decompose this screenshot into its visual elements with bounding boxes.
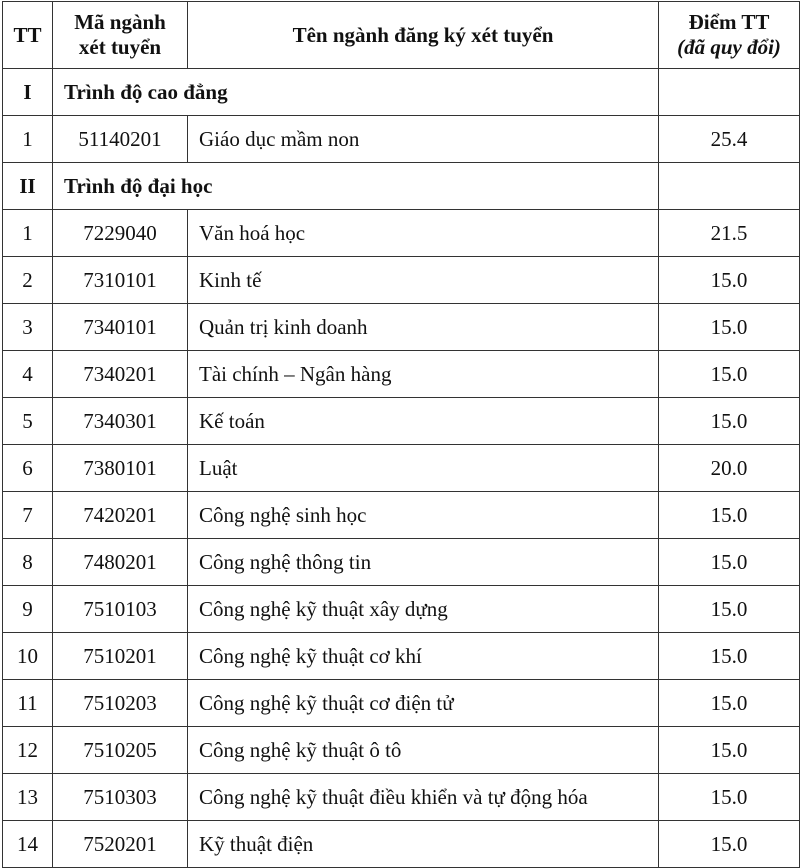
major-code: 7340201 (53, 351, 188, 398)
score-value: 15.0 (659, 304, 800, 351)
score-value: 15.0 (659, 539, 800, 586)
major-name: Tài chính – Ngân hàng (188, 351, 659, 398)
row-number: 14 (3, 821, 53, 868)
major-name: Công nghệ kỹ thuật cơ khí (188, 633, 659, 680)
row-number: 2 (3, 257, 53, 304)
row-number: 3 (3, 304, 53, 351)
major-code: 51140201 (53, 116, 188, 163)
score-value: 15.0 (659, 398, 800, 445)
table-row (3, 351, 800, 398)
table-row (3, 210, 800, 257)
score-value: 15.0 (659, 492, 800, 539)
table-row (3, 633, 800, 680)
table-row (3, 680, 800, 727)
table-row (3, 727, 800, 774)
row-number: 5 (3, 398, 53, 445)
table-row (3, 398, 800, 445)
score-value: 15.0 (659, 633, 800, 680)
table-row (3, 304, 800, 351)
row-number: 1 (3, 210, 53, 257)
row-number: 13 (3, 774, 53, 821)
section-title: Trình độ đại học (53, 163, 659, 210)
header-name: Tên ngành đăng ký xét tuyển (188, 2, 659, 69)
major-code: 7229040 (53, 210, 188, 257)
header-score-note: (đã quy đổi) (677, 35, 781, 59)
section-score-empty (659, 69, 800, 116)
header-tt: TT (3, 2, 53, 69)
major-code: 7510303 (53, 774, 188, 821)
header-score-label: Điểm TT (688, 10, 770, 34)
score-value: 25.4 (659, 116, 800, 163)
major-code: 7510203 (53, 680, 188, 727)
row-number: 11 (3, 680, 53, 727)
major-code: 7510103 (53, 586, 188, 633)
table-body (3, 69, 800, 868)
section-number: I (3, 69, 53, 116)
major-code: 7420201 (53, 492, 188, 539)
score-value: 15.0 (659, 351, 800, 398)
table-row (3, 821, 800, 868)
table-row (3, 492, 800, 539)
score-value: 20.0 (659, 445, 800, 492)
header-code (53, 2, 188, 69)
row-number: 9 (3, 586, 53, 633)
major-code: 7520201 (53, 821, 188, 868)
row-number: 6 (3, 445, 53, 492)
major-name: Kinh tế (188, 257, 659, 304)
major-name: Công nghệ sinh học (188, 492, 659, 539)
table-row (3, 539, 800, 586)
row-number: 1 (3, 116, 53, 163)
row-number: 7 (3, 492, 53, 539)
major-name: Công nghệ kỹ thuật điều khiển và tự động hóa (188, 774, 659, 821)
major-code: 7480201 (53, 539, 188, 586)
header-code-line-2: xét tuyển (78, 35, 162, 59)
section-row (3, 69, 800, 116)
major-code: 7510205 (53, 727, 188, 774)
major-name: Luật (188, 445, 659, 492)
section-score-empty (659, 163, 800, 210)
row-number: 12 (3, 727, 53, 774)
major-name: Kỹ thuật điện (188, 821, 659, 868)
table-header-row (3, 2, 800, 69)
row-number: 8 (3, 539, 53, 586)
major-name: Giáo dục mầm non (188, 116, 659, 163)
header-score (659, 2, 800, 69)
score-value: 21.5 (659, 210, 800, 257)
major-name: Kế toán (188, 398, 659, 445)
table-row (3, 257, 800, 304)
table-row (3, 116, 800, 163)
score-value: 15.0 (659, 257, 800, 304)
score-value: 15.0 (659, 821, 800, 868)
admission-score-table (2, 1, 800, 868)
table-row (3, 586, 800, 633)
table-row (3, 445, 800, 492)
major-code: 7510201 (53, 633, 188, 680)
score-value: 15.0 (659, 774, 800, 821)
major-name: Công nghệ kỹ thuật ô tô (188, 727, 659, 774)
major-name: Quản trị kinh doanh (188, 304, 659, 351)
major-code: 7340101 (53, 304, 188, 351)
section-number: II (3, 163, 53, 210)
row-number: 4 (3, 351, 53, 398)
major-name: Công nghệ kỹ thuật cơ điện tử (188, 680, 659, 727)
score-value: 15.0 (659, 680, 800, 727)
row-number: 10 (3, 633, 53, 680)
score-value: 15.0 (659, 586, 800, 633)
major-code: 7310101 (53, 257, 188, 304)
major-code: 7340301 (53, 398, 188, 445)
major-name: Công nghệ thông tin (188, 539, 659, 586)
section-row (3, 163, 800, 210)
table-row (3, 774, 800, 821)
major-name: Công nghệ kỹ thuật xây dựng (188, 586, 659, 633)
header-code-line-1: Mã ngành (74, 10, 166, 34)
score-value: 15.0 (659, 727, 800, 774)
section-title: Trình độ cao đẳng (53, 69, 659, 116)
major-code: 7380101 (53, 445, 188, 492)
major-name: Văn hoá học (188, 210, 659, 257)
